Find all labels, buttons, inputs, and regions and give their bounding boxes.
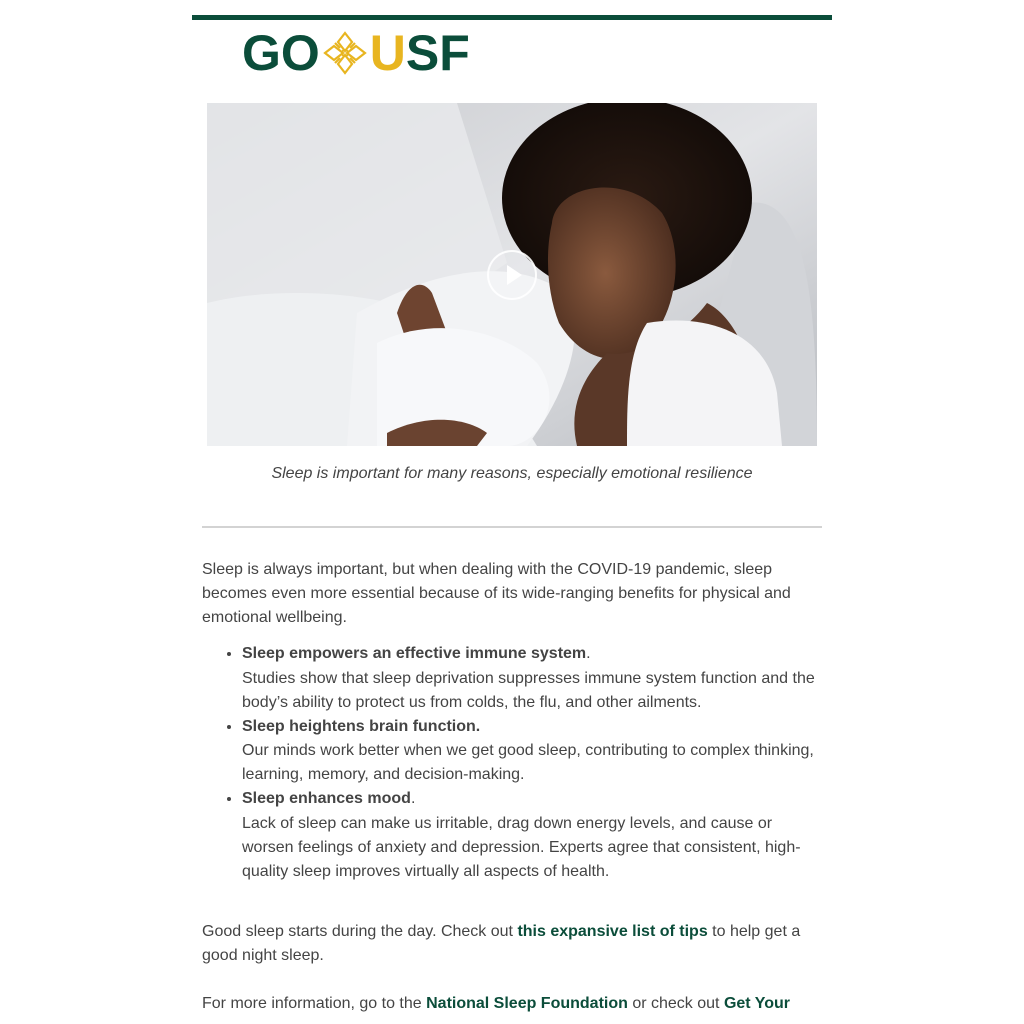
benefits-list: [202, 642, 822, 884]
list-item: [242, 715, 822, 788]
national-sleep-foundation-link[interactable]: National Sleep Foundation: [426, 994, 628, 1012]
tips-prefix: Good sleep starts during the day. Check out: [202, 922, 518, 940]
tips-link[interactable]: this expansive list of tips: [517, 922, 708, 940]
info-paragraph: [202, 992, 822, 1016]
bullet-punct: .: [586, 645, 591, 662]
top-accent-bar: [192, 15, 832, 20]
email-frame: [192, 15, 832, 1012]
intro-paragraph: Sleep is always important, but when dealing with the COVID-19 pandemic, sleep becomes even more essential because of its wide-ranging benefits for physical and emotional wellbeing.: [202, 561, 791, 626]
hero-caption: Sleep is important for many reasons, especially emotional resilience: [271, 465, 753, 482]
article-body: [202, 558, 822, 1016]
gousf-logo[interactable]: [242, 27, 470, 79]
bullet-punct: .: [410, 790, 416, 807]
section-divider: [202, 526, 822, 528]
tips-paragraph: [202, 920, 822, 968]
bullet-heading: Sleep empowers an effective immune system: [242, 645, 587, 662]
hero-video-thumbnail[interactable]: [207, 103, 817, 446]
get-your-link[interactable]: Get Your: [723, 994, 791, 1012]
bullet-description: Studies show that sleep deprivation suppresses immune system function and the body’s ability to protect us from colds, the flu, and other ailments.: [242, 669, 815, 711]
logo-text-sf: SF: [405, 25, 470, 81]
tips-suffix: to help get a good night sleep.: [202, 922, 801, 964]
play-icon: [489, 252, 535, 298]
usf-emblem-icon: [322, 30, 368, 76]
bullet-heading: Sleep heightens brain function.: [242, 717, 481, 735]
bullet-heading: Sleep enhances mood: [242, 790, 411, 807]
info-middle: or check out: [627, 994, 724, 1012]
list-item: [242, 642, 822, 715]
bullet-description: Lack of sleep can make us irritable, drag down energy levels, and cause or worsen feelings of anxiety and depression. Experts agree that consistent, high-quality sleep improves virtually all aspects of health.: [242, 814, 801, 880]
logo-text-go: GO: [242, 25, 320, 81]
info-prefix: For more information, go to the: [202, 994, 427, 1012]
list-item: [242, 787, 822, 884]
logo-text-u: U: [369, 25, 406, 81]
play-button[interactable]: [487, 250, 537, 300]
bullet-description: Our minds work better when we get good sleep, contributing to complex thinking, learning, memory, and decision-making.: [242, 742, 814, 783]
